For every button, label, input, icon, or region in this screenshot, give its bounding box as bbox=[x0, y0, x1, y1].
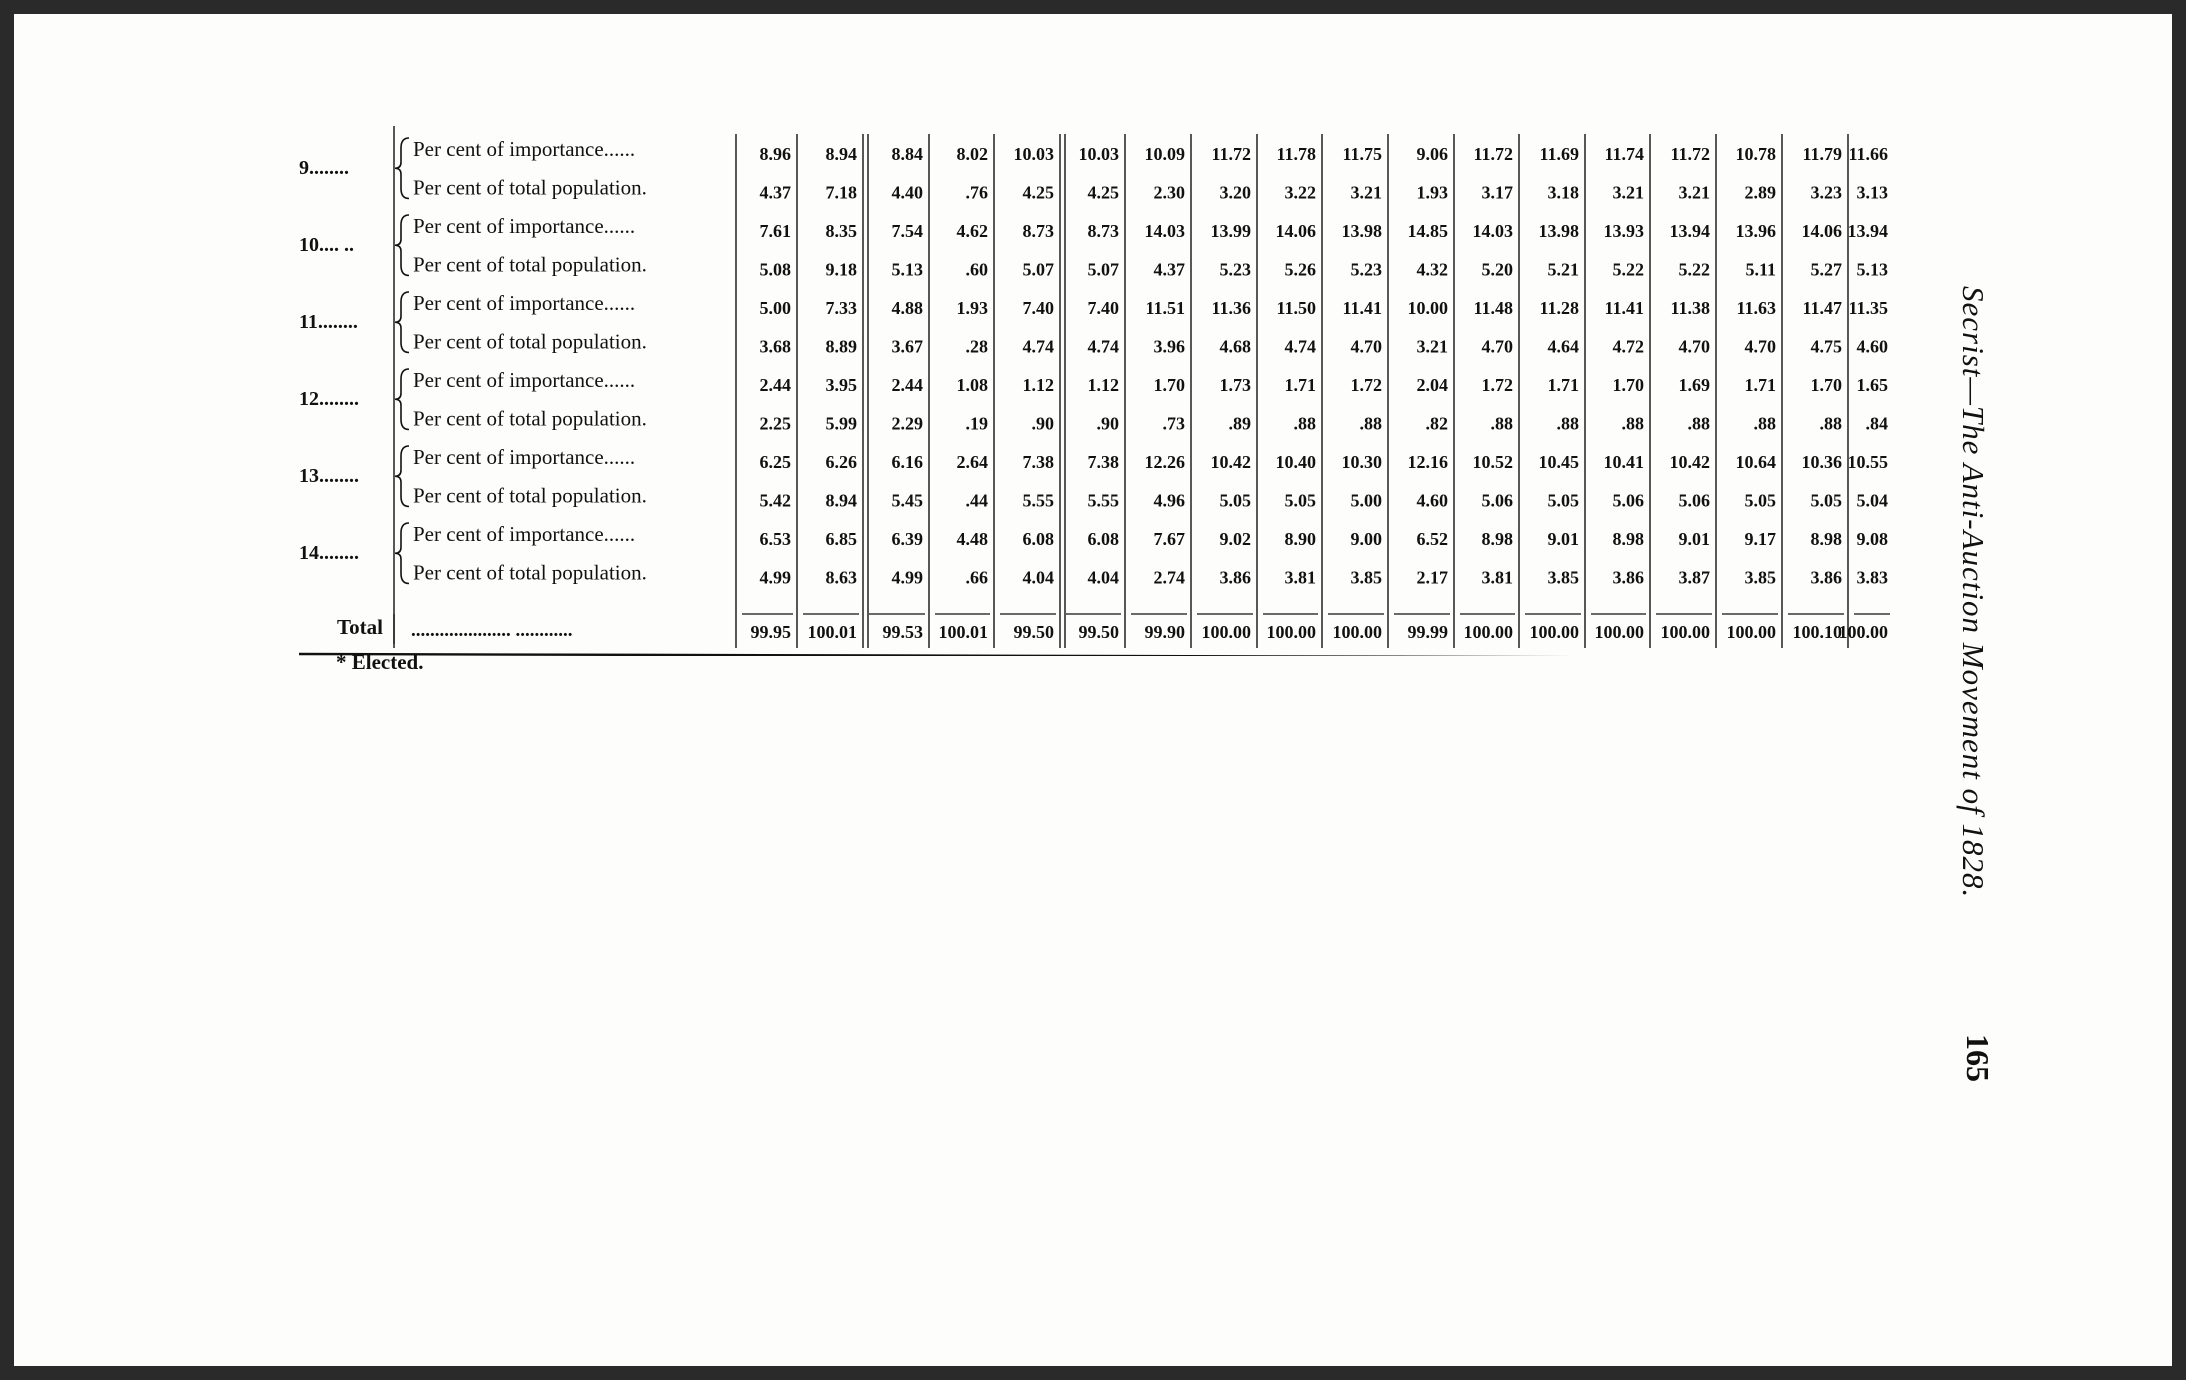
cell-importance: 6.53 bbox=[759, 529, 791, 549]
cell-population: 4.37 bbox=[1153, 259, 1185, 280]
cell-population: 3.87 bbox=[1678, 567, 1710, 588]
cell-importance: 11.79 bbox=[1802, 144, 1842, 164]
row-label-importance: Per cent of importance...... bbox=[413, 445, 636, 469]
cell-total: 100.00 bbox=[1463, 622, 1513, 642]
cell-population: 3.96 bbox=[1153, 336, 1185, 357]
cell-importance: 1.70 bbox=[1810, 375, 1842, 395]
cell-population: 4.99 bbox=[891, 567, 923, 588]
cell-importance: 13.94 bbox=[1669, 221, 1710, 241]
row-label-importance: Per cent of importance...... bbox=[413, 214, 636, 238]
cell-importance: 12.26 bbox=[1144, 452, 1185, 472]
row-label-importance: Per cent of importance...... bbox=[413, 137, 636, 161]
cell-population: 2.17 bbox=[1416, 567, 1448, 588]
row-label-population: Per cent of total population. bbox=[413, 329, 647, 354]
cell-population: 4.25 bbox=[1022, 182, 1054, 203]
cell-importance: 9.01 bbox=[1678, 529, 1710, 549]
row-label-population: Per cent of total population. bbox=[413, 560, 647, 585]
cell-importance: 11.75 bbox=[1342, 144, 1382, 164]
cell-population: 4.04 bbox=[1087, 567, 1119, 588]
cell-total: 100.00 bbox=[1726, 622, 1776, 642]
total-leader: ..................... ............ bbox=[411, 620, 573, 641]
cell-population: 5.99 bbox=[825, 413, 857, 434]
cell-population: 8.89 bbox=[825, 336, 857, 357]
cell-importance: 9.01 bbox=[1547, 529, 1579, 549]
cell-population: 3.81 bbox=[1481, 567, 1513, 588]
cell-population: 4.96 bbox=[1153, 490, 1185, 511]
cell-importance: 13.96 bbox=[1735, 221, 1776, 241]
cell-total: 99.95 bbox=[750, 622, 791, 642]
total-label: Total bbox=[337, 615, 383, 639]
cell-importance: 11.38 bbox=[1670, 298, 1710, 318]
cell-importance: 6.85 bbox=[825, 529, 857, 549]
cell-importance: 7.54 bbox=[891, 221, 923, 241]
cell-importance: 8.98 bbox=[1810, 529, 1842, 549]
scanned-page bbox=[14, 14, 2172, 1366]
row-label-population: Per cent of total population. bbox=[413, 252, 647, 277]
cell-population: .88 bbox=[1556, 413, 1579, 434]
cell-population: 3.22 bbox=[1284, 182, 1316, 203]
cell-importance: 10.45 bbox=[1538, 452, 1579, 472]
row-label-importance: Per cent of importance...... bbox=[413, 368, 636, 392]
cell-population: 3.18 bbox=[1547, 182, 1579, 203]
cell-population: 3.21 bbox=[1350, 182, 1382, 203]
cell-importance: 9.00 bbox=[1350, 529, 1382, 549]
cell-importance: 4.88 bbox=[891, 298, 923, 318]
cell-total: 100.00 bbox=[1201, 622, 1251, 642]
footnote: * Elected. bbox=[336, 650, 424, 674]
cell-importance: 7.67 bbox=[1153, 529, 1185, 549]
cell-population: 4.99 bbox=[759, 567, 791, 588]
cell-population: 3.85 bbox=[1744, 567, 1776, 588]
cell-importance: 13.98 bbox=[1341, 221, 1382, 241]
cell-importance: 2.44 bbox=[891, 375, 923, 395]
cell-importance: 6.25 bbox=[759, 452, 791, 472]
row-label-importance: Per cent of importance...... bbox=[413, 291, 636, 315]
cell-importance: 8.73 bbox=[1022, 221, 1054, 241]
cell-population: .76 bbox=[965, 182, 988, 203]
cell-importance: 5.00 bbox=[759, 298, 791, 318]
cell-population: 4.60 bbox=[1856, 336, 1888, 357]
cell-population: 4.70 bbox=[1350, 336, 1382, 357]
cell-importance: 4.62 bbox=[956, 221, 988, 241]
cell-population: 4.64 bbox=[1547, 336, 1579, 357]
cell-importance: 11.41 bbox=[1604, 298, 1644, 318]
cell-population: 9.18 bbox=[825, 259, 857, 280]
cell-importance: 11.72 bbox=[1473, 144, 1513, 164]
cell-population: 2.30 bbox=[1153, 182, 1185, 203]
cell-total: 100.10 bbox=[1792, 622, 1842, 642]
cell-importance: 11.48 bbox=[1473, 298, 1513, 318]
cell-population: .88 bbox=[1819, 413, 1842, 434]
cell-population: 3.81 bbox=[1284, 567, 1316, 588]
cell-total: 100.00 bbox=[1660, 622, 1710, 642]
statistics-table-drawing bbox=[299, 126, 1894, 656]
cell-population: 5.13 bbox=[1856, 259, 1888, 280]
cell-population: .90 bbox=[1031, 413, 1054, 434]
cell-total: 100.01 bbox=[807, 622, 857, 642]
cell-population: 3.86 bbox=[1612, 567, 1644, 588]
cell-total: 99.53 bbox=[882, 622, 923, 642]
cell-importance: 14.06 bbox=[1275, 221, 1316, 241]
cell-population: 5.04 bbox=[1856, 490, 1888, 511]
running-head: Secrist—The Anti-Auction Movement of 1828. bbox=[1956, 286, 1991, 899]
cell-population: 3.21 bbox=[1612, 182, 1644, 203]
cell-importance: 8.94 bbox=[825, 144, 857, 164]
cell-population: 3.23 bbox=[1810, 182, 1842, 203]
cell-importance: 11.50 bbox=[1276, 298, 1316, 318]
cell-population: .82 bbox=[1425, 413, 1448, 434]
cell-importance: 3.95 bbox=[825, 375, 857, 395]
page-number: 165 bbox=[1960, 1034, 1996, 1082]
cell-population: 5.45 bbox=[891, 490, 923, 511]
cell-importance: 6.08 bbox=[1022, 529, 1054, 549]
cell-population: 5.05 bbox=[1284, 490, 1316, 511]
cell-importance: 10.40 bbox=[1275, 452, 1316, 472]
cell-importance: 9.17 bbox=[1744, 529, 1776, 549]
cell-importance: 14.03 bbox=[1144, 221, 1185, 241]
row-label-population: Per cent of total population. bbox=[413, 483, 647, 508]
cell-importance: 11.35 bbox=[1848, 298, 1888, 318]
cell-population: .88 bbox=[1359, 413, 1382, 434]
cell-importance: 8.98 bbox=[1481, 529, 1513, 549]
cell-importance: 10.64 bbox=[1735, 452, 1776, 472]
cell-importance: 11.36 bbox=[1211, 298, 1251, 318]
cell-population: 5.23 bbox=[1219, 259, 1251, 280]
cell-importance: 11.51 bbox=[1145, 298, 1185, 318]
cell-total: 99.90 bbox=[1144, 622, 1185, 642]
cell-population: 5.05 bbox=[1810, 490, 1842, 511]
cell-population: 5.13 bbox=[891, 259, 923, 280]
cell-importance: 10.41 bbox=[1603, 452, 1644, 472]
cell-importance: 2.64 bbox=[956, 452, 988, 472]
cell-importance: 1.72 bbox=[1481, 375, 1513, 395]
cell-importance: 10.42 bbox=[1210, 452, 1251, 472]
cell-importance: 10.55 bbox=[1847, 452, 1888, 472]
cell-importance: 10.09 bbox=[1144, 144, 1185, 164]
cell-importance: 11.69 bbox=[1539, 144, 1579, 164]
cell-population: 5.05 bbox=[1744, 490, 1776, 511]
cell-population: 4.04 bbox=[1022, 567, 1054, 588]
cell-importance: 7.38 bbox=[1087, 452, 1119, 472]
cell-population: 4.40 bbox=[891, 182, 923, 203]
cell-population: 5.27 bbox=[1810, 259, 1842, 280]
group-brace bbox=[395, 523, 409, 584]
cell-population: .89 bbox=[1228, 413, 1251, 434]
cell-population: 3.68 bbox=[759, 336, 791, 357]
cell-total: 100.00 bbox=[1332, 622, 1382, 642]
cell-population: 3.85 bbox=[1547, 567, 1579, 588]
cell-importance: 9.08 bbox=[1856, 529, 1888, 549]
cell-importance: 8.73 bbox=[1087, 221, 1119, 241]
cell-importance: 2.04 bbox=[1416, 375, 1448, 395]
cell-total: 99.50 bbox=[1078, 622, 1119, 642]
cell-importance: 11.47 bbox=[1802, 298, 1842, 318]
cell-population: .66 bbox=[965, 567, 988, 588]
cell-population: 3.83 bbox=[1856, 567, 1888, 588]
cell-population: 3.21 bbox=[1678, 182, 1710, 203]
cell-total: 100.00 bbox=[1266, 622, 1316, 642]
statistics-table bbox=[299, 126, 1894, 656]
cell-population: .60 bbox=[965, 259, 988, 280]
cell-population: 4.74 bbox=[1284, 336, 1316, 357]
cell-population: 5.55 bbox=[1022, 490, 1054, 511]
cell-importance: 10.42 bbox=[1669, 452, 1710, 472]
cell-population: 5.06 bbox=[1612, 490, 1644, 511]
cell-population: 4.74 bbox=[1022, 336, 1054, 357]
cell-population: 3.67 bbox=[891, 336, 923, 357]
cell-population: 3.86 bbox=[1219, 567, 1251, 588]
cell-population: 5.23 bbox=[1350, 259, 1382, 280]
cell-importance: 1.70 bbox=[1153, 375, 1185, 395]
cell-total: 100.00 bbox=[1529, 622, 1579, 642]
cell-population: 3.85 bbox=[1350, 567, 1382, 588]
cell-population: 4.72 bbox=[1612, 336, 1644, 357]
group-brace bbox=[395, 292, 409, 353]
group-number: 10.... .. bbox=[299, 234, 354, 256]
cell-importance: 8.98 bbox=[1612, 529, 1644, 549]
cell-population: 4.74 bbox=[1087, 336, 1119, 357]
cell-importance: 11.72 bbox=[1211, 144, 1251, 164]
cell-population: 5.20 bbox=[1481, 259, 1513, 280]
cell-population: 5.42 bbox=[759, 490, 791, 511]
cell-population: 4.32 bbox=[1416, 259, 1448, 280]
cell-population: 4.68 bbox=[1219, 336, 1251, 357]
cell-importance: 1.73 bbox=[1219, 375, 1251, 395]
cell-importance: 7.61 bbox=[759, 221, 791, 241]
cell-total: 100.00 bbox=[1594, 622, 1644, 642]
cell-population: 5.11 bbox=[1745, 259, 1776, 280]
cell-importance: 10.78 bbox=[1735, 144, 1776, 164]
cell-importance: 11.74 bbox=[1604, 144, 1644, 164]
cell-importance: 6.08 bbox=[1087, 529, 1119, 549]
cell-importance: 10.03 bbox=[1013, 144, 1054, 164]
cell-population: 5.22 bbox=[1612, 259, 1644, 280]
group-brace bbox=[395, 369, 409, 430]
cell-population: 4.37 bbox=[759, 182, 791, 203]
cell-population: 5.07 bbox=[1022, 259, 1054, 280]
group-number: 13........ bbox=[299, 465, 359, 487]
cell-population: 5.55 bbox=[1087, 490, 1119, 511]
cell-population: .28 bbox=[965, 336, 988, 357]
cell-total: 100.01 bbox=[938, 622, 988, 642]
cell-population: 4.70 bbox=[1744, 336, 1776, 357]
cell-population: .88 bbox=[1753, 413, 1776, 434]
row-label-importance: Per cent of importance...... bbox=[413, 522, 636, 546]
group-number: 11........ bbox=[299, 311, 358, 333]
cell-importance: 8.90 bbox=[1284, 529, 1316, 549]
cell-importance: 7.33 bbox=[825, 298, 857, 318]
cell-population: 5.00 bbox=[1350, 490, 1382, 511]
cell-importance: 11.63 bbox=[1736, 298, 1776, 318]
cell-importance: 6.26 bbox=[825, 452, 857, 472]
cell-importance: 6.39 bbox=[891, 529, 923, 549]
cell-importance: 1.12 bbox=[1087, 375, 1119, 395]
cell-population: 2.29 bbox=[891, 413, 923, 434]
cell-importance: 2.44 bbox=[759, 375, 791, 395]
cell-population: 4.75 bbox=[1810, 336, 1842, 357]
cell-population: 3.86 bbox=[1810, 567, 1842, 588]
cell-importance: 10.03 bbox=[1078, 144, 1119, 164]
cell-importance: 9.06 bbox=[1416, 144, 1448, 164]
cell-population: .88 bbox=[1490, 413, 1513, 434]
cell-population: 8.94 bbox=[825, 490, 857, 511]
cell-population: 3.17 bbox=[1481, 182, 1513, 203]
cell-importance: 11.41 bbox=[1342, 298, 1382, 318]
group-number: 9........ bbox=[299, 157, 349, 179]
cell-importance: 1.71 bbox=[1284, 375, 1316, 395]
cell-population: 5.06 bbox=[1678, 490, 1710, 511]
cell-population: 2.74 bbox=[1153, 567, 1185, 588]
cell-importance: 8.02 bbox=[956, 144, 988, 164]
cell-importance: 8.84 bbox=[891, 144, 923, 164]
row-label-population: Per cent of total population. bbox=[413, 406, 647, 431]
table-bottom-rule bbox=[299, 654, 1894, 656]
cell-importance: 13.98 bbox=[1538, 221, 1579, 241]
cell-population: 4.60 bbox=[1416, 490, 1448, 511]
cell-importance: 13.94 bbox=[1847, 221, 1888, 241]
cell-importance: 6.16 bbox=[891, 452, 923, 472]
cell-population: .44 bbox=[965, 490, 988, 511]
cell-importance: 1.65 bbox=[1856, 375, 1888, 395]
cell-total: 99.50 bbox=[1013, 622, 1054, 642]
group-brace bbox=[395, 138, 409, 199]
cell-importance: 6.52 bbox=[1416, 529, 1448, 549]
cell-importance: 7.40 bbox=[1022, 298, 1054, 318]
cell-population: .88 bbox=[1687, 413, 1710, 434]
cell-importance: 10.36 bbox=[1801, 452, 1842, 472]
cell-population: .84 bbox=[1865, 413, 1888, 434]
cell-population: 3.20 bbox=[1219, 182, 1251, 203]
cell-population: 1.93 bbox=[1416, 182, 1448, 203]
cell-population: .88 bbox=[1293, 413, 1316, 434]
cell-importance: 13.93 bbox=[1603, 221, 1644, 241]
cell-importance: 7.40 bbox=[1087, 298, 1119, 318]
cell-importance: 11.72 bbox=[1670, 144, 1710, 164]
cell-importance: 1.08 bbox=[956, 375, 988, 395]
group-number: 12........ bbox=[299, 388, 359, 410]
cell-importance: 12.16 bbox=[1407, 452, 1448, 472]
cell-population: .90 bbox=[1096, 413, 1119, 434]
group-number: 14........ bbox=[299, 542, 359, 564]
cell-importance: 11.28 bbox=[1539, 298, 1579, 318]
cell-importance: 1.69 bbox=[1678, 375, 1710, 395]
cell-importance: 14.06 bbox=[1801, 221, 1842, 241]
cell-population: .19 bbox=[965, 413, 988, 434]
cell-population: 8.63 bbox=[825, 567, 857, 588]
cell-population: 5.26 bbox=[1284, 259, 1316, 280]
cell-importance: 11.78 bbox=[1276, 144, 1316, 164]
cell-importance: 10.00 bbox=[1407, 298, 1448, 318]
cell-importance: 1.71 bbox=[1744, 375, 1776, 395]
cell-importance: 10.30 bbox=[1341, 452, 1382, 472]
row-label-population: Per cent of total population. bbox=[413, 175, 647, 200]
cell-population: 2.25 bbox=[759, 413, 791, 434]
cell-population: 4.25 bbox=[1087, 182, 1119, 203]
cell-population: 7.18 bbox=[825, 182, 857, 203]
cell-population: 2.89 bbox=[1744, 182, 1776, 203]
cell-population: 5.05 bbox=[1547, 490, 1579, 511]
cell-population: 3.21 bbox=[1416, 336, 1448, 357]
cell-population: 5.21 bbox=[1547, 259, 1579, 280]
cell-importance: 10.52 bbox=[1472, 452, 1513, 472]
cell-population: 4.70 bbox=[1678, 336, 1710, 357]
cell-importance: 1.93 bbox=[956, 298, 988, 318]
cell-importance: 14.85 bbox=[1407, 221, 1448, 241]
cell-population: 5.08 bbox=[759, 259, 791, 280]
cell-population: 5.06 bbox=[1481, 490, 1513, 511]
cell-total: 99.99 bbox=[1407, 622, 1448, 642]
cell-population: 5.22 bbox=[1678, 259, 1710, 280]
cell-population: 4.70 bbox=[1481, 336, 1513, 357]
cell-importance: 1.72 bbox=[1350, 375, 1382, 395]
cell-importance: 8.96 bbox=[759, 144, 791, 164]
cell-population: 5.07 bbox=[1087, 259, 1119, 280]
cell-importance: 13.99 bbox=[1210, 221, 1251, 241]
cell-importance: 7.38 bbox=[1022, 452, 1054, 472]
cell-importance: 9.02 bbox=[1219, 529, 1251, 549]
group-brace bbox=[395, 446, 409, 507]
cell-population: .88 bbox=[1621, 413, 1644, 434]
cell-importance: 14.03 bbox=[1472, 221, 1513, 241]
cell-population: .73 bbox=[1162, 413, 1185, 434]
cell-importance: 11.66 bbox=[1848, 144, 1888, 164]
cell-importance: 1.71 bbox=[1547, 375, 1579, 395]
cell-importance: 1.70 bbox=[1612, 375, 1644, 395]
cell-importance: 4.48 bbox=[956, 529, 988, 549]
cell-importance: 8.35 bbox=[825, 221, 857, 241]
cell-population: 3.13 bbox=[1856, 182, 1888, 203]
cell-population: 5.05 bbox=[1219, 490, 1251, 511]
group-brace bbox=[395, 215, 409, 276]
cell-importance: 1.12 bbox=[1022, 375, 1054, 395]
cell-total: 100.00 bbox=[1838, 622, 1888, 642]
